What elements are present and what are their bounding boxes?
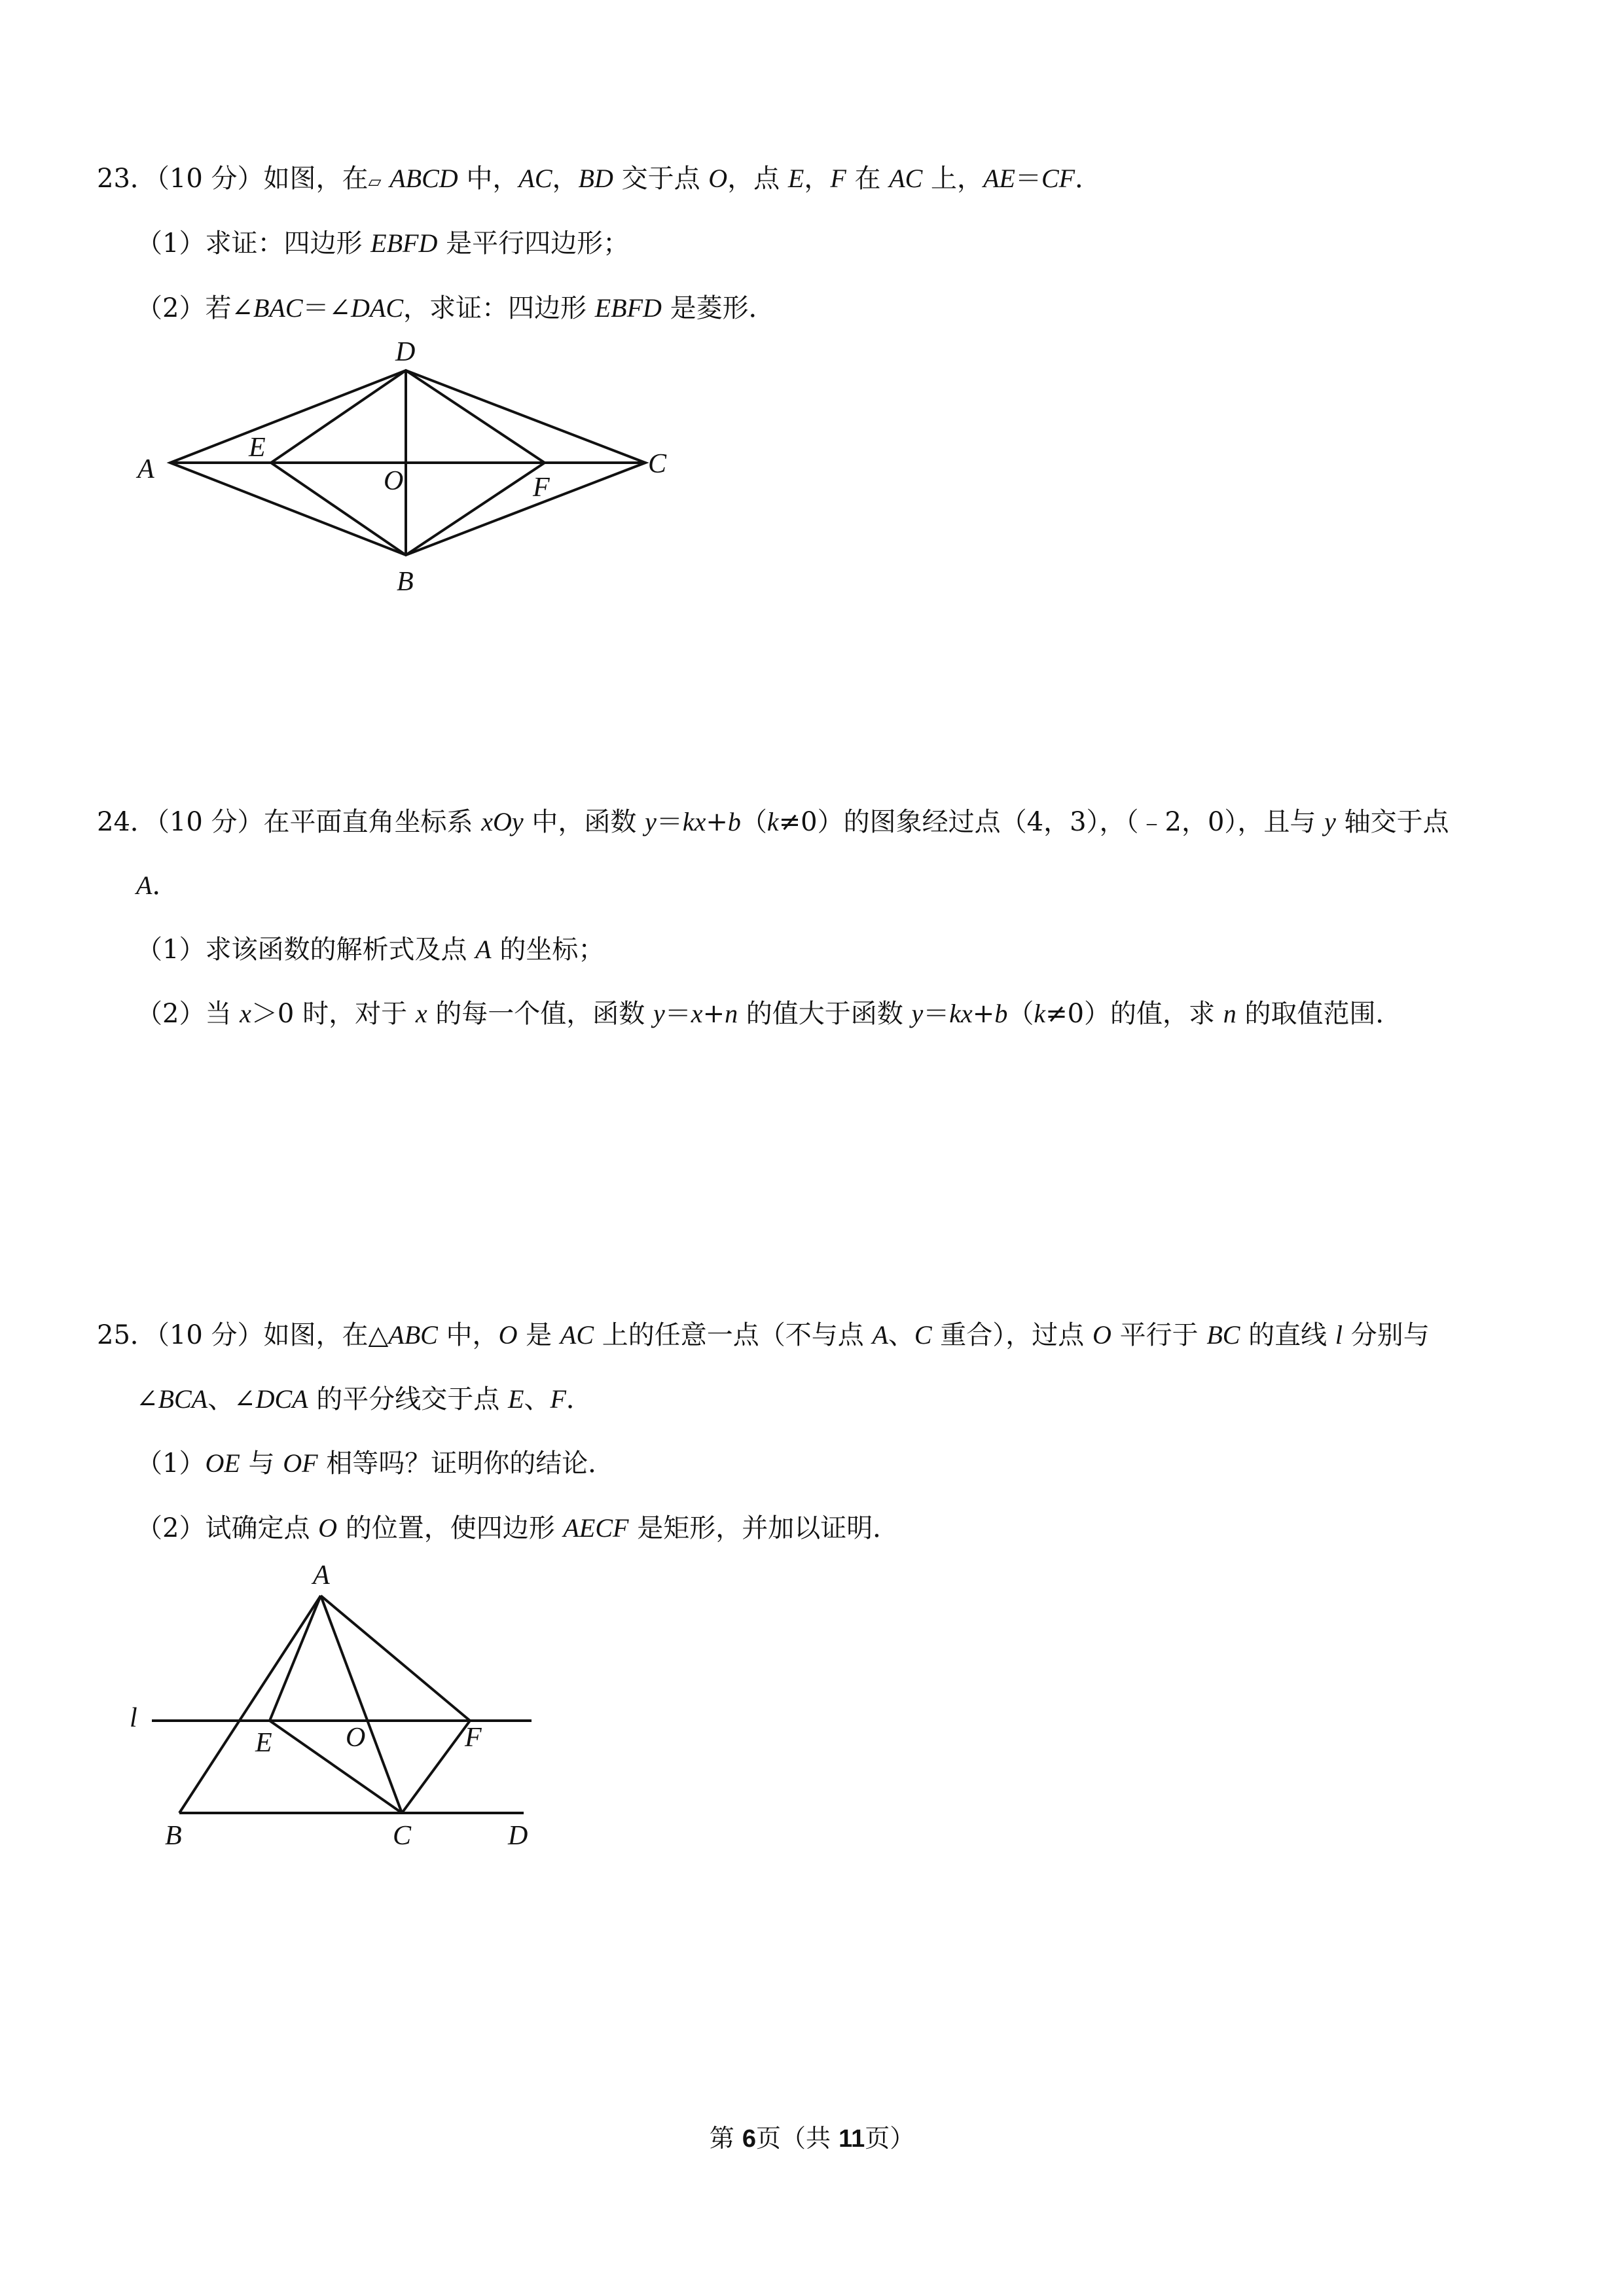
q25-stem-line1: 25．（10 分）如图，在△ABC 中，O 是 AC 上的任意一点（不与点 A、C 重合），过点 O 平行于 BC 的直线 l 分别与: [97, 1320, 1430, 1350]
q25-part1: （1）OE 与 OF 相等吗？证明你的结论．: [136, 1448, 615, 1479]
q25-side-ab: [179, 1596, 321, 1813]
q25-label-c: C: [393, 1821, 412, 1851]
q23-label-b: B: [397, 567, 414, 597]
q23-part2: （2）若∠BAC＝∠DAC，求证：四边形 EBFD 是菱形．: [136, 293, 775, 323]
q25-part2: （2）试确定点 O 的位置，使四边形 AECF 是矩形，并加以证明．: [136, 1513, 899, 1543]
page-number: 6: [742, 2125, 756, 2153]
q24-part1: （1）求该函数的解析式及点 A 的坐标；: [136, 935, 605, 965]
q23-label-o: O: [384, 466, 404, 496]
parallelogram-symbol: ▱: [368, 172, 382, 192]
q25-bisector-ce: [270, 1721, 402, 1813]
q23-label-f: F: [533, 473, 550, 503]
q25-label-d: D: [508, 1821, 528, 1851]
q24-stem-line1: 24．（10 分）在平面直角坐标系 xOy 中，函数 y＝kx+b（k≠0）的图象经过点（4，3），（﹣2，0），且与 y 轴交于点: [97, 807, 1449, 837]
q24-part2: （2）当 x＞0 时，对于 x 的每一个值，函数 y＝x+n 的值大于函数 y＝kx+b（k≠0）的值，求 n 的取值范围．: [136, 999, 1402, 1029]
q25-figure: [0, 1538, 1624, 1865]
q25-label-l: l: [130, 1703, 137, 1733]
q23-figure: [0, 0, 1624, 655]
q25-label-e: E: [255, 1728, 272, 1758]
q25-label-o: O: [346, 1723, 366, 1753]
q23-label-e: E: [249, 433, 266, 463]
q23-stem: 23．（10 分）如图，在▱ ABCD 中，AC，BD 交于点 O，点 E，F 在 AC 上，AE＝CF．: [97, 164, 1102, 194]
q25-label-b: B: [165, 1821, 182, 1851]
page-footer: 第 6页（共 11页）: [709, 2124, 915, 2153]
q23-label-d: D: [395, 337, 416, 367]
q25-segment-ae: [270, 1596, 321, 1721]
q25-bisector-cf: [402, 1721, 470, 1813]
q23-label-a: A: [137, 454, 154, 484]
q23-part1: （1）求证：四边形 EBFD 是平行四边形；: [136, 228, 630, 259]
q25-stem-line2: ∠BCA、∠DCA 的平分线交于点 E、F．: [136, 1384, 592, 1414]
page-total: 11: [839, 2125, 865, 2153]
q25-label-a: A: [313, 1560, 330, 1590]
q25-label-f: F: [465, 1723, 482, 1753]
q24-stem-line2: A．: [136, 870, 179, 901]
q23-label-c: C: [648, 449, 667, 479]
